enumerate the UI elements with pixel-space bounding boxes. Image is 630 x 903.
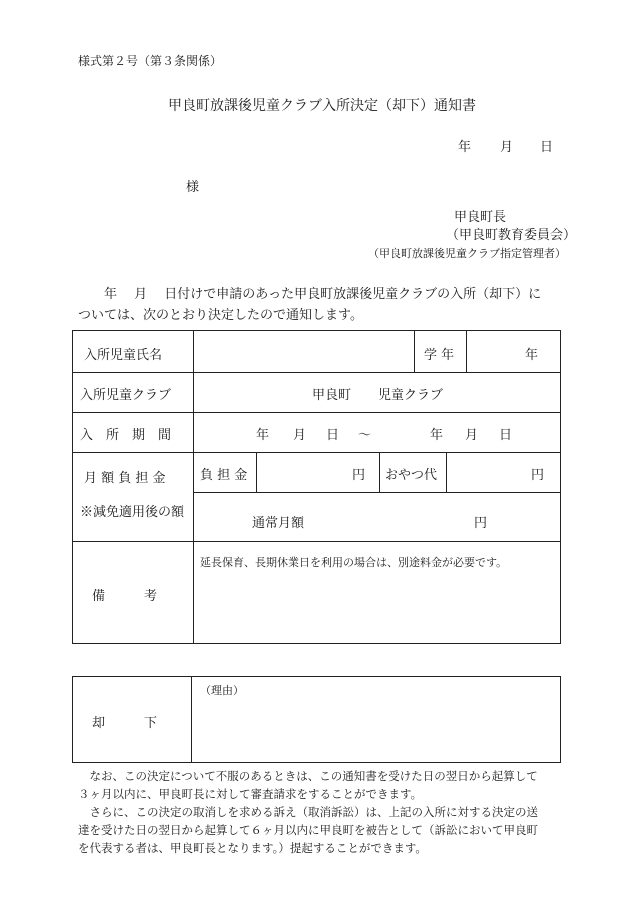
- period-end-month: 月: [465, 428, 479, 443]
- regular-fee-label: 通常月額: [252, 516, 305, 531]
- addressee-suffix: 様: [186, 180, 200, 195]
- burden-yen: 円: [352, 468, 366, 483]
- fee-note-label: ※減免適用後の額: [80, 505, 185, 520]
- snack-yen: 円: [531, 468, 545, 483]
- grade-suffix: 年: [525, 348, 539, 363]
- issuer-board: （甲良町教育委員会）: [446, 228, 577, 243]
- note-line-3: さらに、この決定の取消しを求める訴え（取消訴訟）は、上記の入所に対する決定の送: [78, 805, 538, 819]
- note-line-4: 達を受けた日の翌日から起算して６ヶ月以内に甲良町を被告として（訴訟において甲良町: [78, 823, 538, 837]
- date-year: 年: [458, 140, 472, 155]
- intro-paragraph: [78, 284, 541, 326]
- period-label: 入 所 期 間: [80, 428, 172, 443]
- rejection-label: 却 下: [92, 716, 158, 731]
- child-name-label: 入所児童氏名: [84, 348, 163, 363]
- club-prefix: 甲良町: [312, 388, 352, 403]
- snack-label: おやつ代: [385, 468, 438, 483]
- note-line-2: ３ヶ月以内に、甲良町長に対して審査請求をすることができます。: [78, 787, 423, 801]
- date-day: 日: [540, 140, 554, 155]
- issuer-mayor: 甲良町長: [454, 210, 507, 225]
- remarks-label: 備 考: [92, 589, 158, 604]
- period-start-year: 年: [256, 428, 270, 443]
- rejection-reason-label: （理由）: [200, 684, 244, 697]
- regular-fee-yen: 円: [474, 516, 488, 531]
- note-line-5: を代表する者は、甲良町長となります。）提起することができます。: [78, 841, 427, 855]
- remarks-text: 延長保育、長期休業日を利用の場合は、別途料金が必要です。: [200, 556, 508, 569]
- intro-line-1: 年 月 日付けで申請のあった甲良町放課後児童クラブの入所（却下）に: [78, 287, 542, 302]
- period-end-day: 日: [499, 428, 513, 443]
- burden-label: 負 担 金: [200, 468, 248, 483]
- note-line-1: なお、この決定について不服のあるときは、この通知書を受けた日の翌日から起算して: [78, 769, 538, 783]
- period-start-month: 月: [293, 428, 307, 443]
- period-end-year: 年: [430, 428, 444, 443]
- issuer-manager: （甲良町放課後児童クラブ指定管理者）: [368, 247, 566, 260]
- appeal-notes: [78, 767, 538, 857]
- club-suffix: 児童クラブ: [378, 388, 444, 403]
- document-title: 甲良町放課後児童クラブ入所決定（却下）通知書: [168, 98, 476, 114]
- period-tilde: ～: [358, 428, 372, 443]
- fee-label: 月 額 負 担 金: [84, 471, 166, 486]
- intro-line-2: ついては、次のとおり決定したので通知します。: [78, 308, 363, 323]
- form-number: 様式第２号（第３条関係）: [78, 54, 223, 68]
- club-label: 入所児童クラブ: [80, 388, 172, 403]
- grade-label: 学 年: [424, 348, 455, 363]
- date-month: 月: [500, 140, 514, 155]
- period-start-day: 日: [326, 428, 340, 443]
